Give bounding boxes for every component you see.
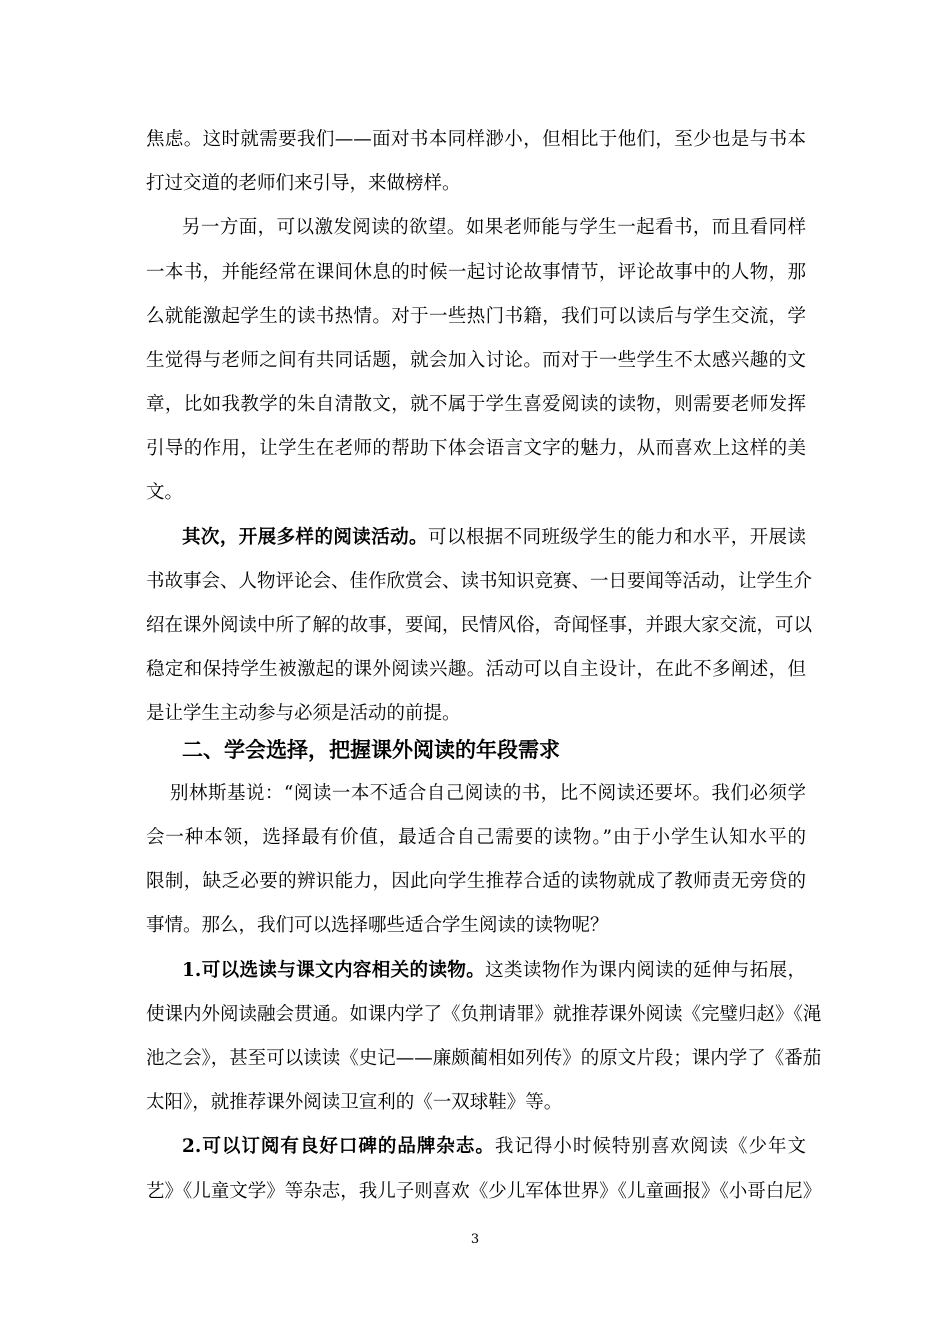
- text-line: 别林斯基说：“阅读一本不适合自己阅读的书，比不阅读还要坏。我们必须学: [170, 783, 806, 804]
- text-line: 是让学生主动参与必须是活动的前提。: [146, 703, 461, 724]
- bold-lead: 1.可以选读与课文内容相关的读物。: [182, 960, 486, 981]
- text-line: 艺》《儿童文学》等杂志，我儿子则喜欢《少儿军体世界》《儿童画报》《小哥白尼》: [146, 1181, 822, 1202]
- text-line: 么就能激起学生的读书热情。对于一些热门书籍，我们可以读后与学生交流，学: [146, 306, 806, 327]
- section-heading: 二、学会选择，把握课外阅读的年段需求: [182, 737, 560, 762]
- text-line: 太阳》，就推荐课外阅读卫宣利的《一双球鞋》等。: [146, 1092, 563, 1113]
- text-line: 书故事会、人物评论会、佳作欣赏会、读书知识竞赛、一日要闻等活动，让学生介: [146, 571, 813, 592]
- text-line: 打过交道的老师们来引导，来做榜样。: [146, 173, 461, 194]
- text-line: 另一方面，可以激发阅读的欲望。如果老师能与学生一起看书，而且看同样: [182, 217, 806, 238]
- page-number: 3: [470, 1232, 480, 1247]
- text-line: [182, 959, 806, 983]
- bold-lead: 2.可以订阅有良好口碑的品牌杂志。: [182, 1136, 495, 1157]
- text-line: 限制，缺乏必要的辨识能力，因此向学生推荐合适的读物就成了教师责无旁贷的: [146, 871, 806, 892]
- text-span: 我记得小时候特别喜欢阅读《少年文: [494, 1136, 806, 1157]
- text-line: [182, 526, 806, 550]
- text-line: 使课内外阅读融会贯通。如课内学了《负荆请罪》就推荐课外阅读《完璧归赵》《渑: [146, 1004, 822, 1025]
- text-line: 稳定和保持学生被激起的课外阅读兴趣。活动可以自主设计，在此不多阐述，但: [146, 659, 806, 680]
- text-line: 一本书，并能经常在课间休息的时候一起讨论故事情节，评论故事中的人物，那: [146, 262, 806, 283]
- text-line: 会一种本领，选择最有价值，最适合自己需要的读物。”由于小学生认知水平的: [146, 827, 806, 848]
- text-line: 事情。那么，我们可以选择哪些适合学生阅读的读物呢？: [146, 915, 609, 936]
- text-line: 章，比如我教学的朱自清散文，就不属于学生喜爱阅读的读物，则需要老师发挥: [146, 394, 806, 415]
- text-line: 引导的作用，让学生在老师的帮助下体会语言文字的魅力，从而喜欢上这样的美: [146, 438, 806, 459]
- bold-lead: 其次，开展多样的阅读活动。: [182, 527, 428, 548]
- text-line: [182, 1135, 806, 1159]
- text-span: 可以根据不同班级学生的能力和水平，开展读: [427, 527, 806, 548]
- text-line: 绍在课外阅读中所了解的故事，要闻，民情风俗，奇闻怪事，并跟大家交流，可以: [146, 615, 813, 636]
- text-line: 池之会》，甚至可以读读《史记——廉颇蔺相如列传》的原文片段；课内学了《番茄: [146, 1048, 822, 1069]
- text-line: 文。: [146, 482, 184, 503]
- text-line: 生觉得与老师之间有共同话题，就会加入讨论。而对于一些学生不太感兴趣的文: [146, 350, 806, 371]
- text-span: 这类读物作为课内阅读的延伸与拓展，: [485, 960, 806, 981]
- text-line: 焦虑。这时就需要我们——面对书本同样渺小，但相比于他们，至少也是与书本: [146, 129, 806, 150]
